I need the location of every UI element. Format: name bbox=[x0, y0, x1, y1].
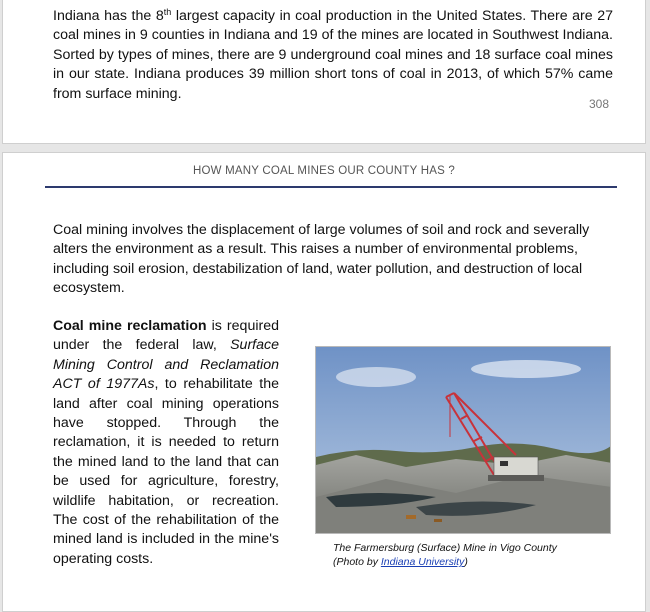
caption-prefix: (Photo by bbox=[333, 556, 381, 568]
indiana-university-link[interactable]: Indiana University bbox=[380, 556, 465, 568]
photo-caption bbox=[333, 541, 613, 569]
intro-paragraph: Coal mining involves the displacement of large volumes of soil and rock and severally alters the environment as a result. This raises a number of environmental problems, including soil erosion, destabilization of land, water pollution, and destruction of local ecosystem. bbox=[53, 222, 590, 297]
reclamation-term: Coal mine reclamation bbox=[53, 318, 207, 334]
reclamation-paragraph bbox=[53, 317, 279, 569]
caption-line-1: The Farmersburg (Surface) Mine in Vigo County bbox=[333, 542, 557, 554]
paragraph-text-start: Indiana has the 8 bbox=[53, 8, 164, 24]
caption-suffix: ) bbox=[464, 556, 468, 568]
act-title: Surface Mining Control and Reclamation ACT of 1977As bbox=[53, 337, 279, 393]
document-page-top bbox=[2, 0, 646, 144]
document-page-bottom bbox=[2, 152, 646, 612]
mine-photo bbox=[315, 346, 611, 534]
title-divider bbox=[45, 186, 617, 188]
page-number: 308 bbox=[588, 97, 609, 111]
paragraph-text-rest: largest capacity in coal production in the United States. There are 27 coal mines in 9 counties in Indiana and 19 of the mines are located in Southwest Indiana. Sorted by types of mines, there are 9 underground coal mines and 18 surface coal mines in our state. Indiana produces 39 million short tons of coal in 2013, of which 57% came from surface mining. bbox=[53, 8, 613, 102]
section-title: HOW MANY COAL MINES OUR COUNTY HAS ? bbox=[193, 165, 455, 177]
ordinal-superscript: th bbox=[163, 7, 172, 17]
coal-capacity-paragraph bbox=[53, 7, 613, 104]
mine-photo-image bbox=[316, 347, 611, 534]
reclamation-text-1: is required under the federal law, bbox=[53, 318, 279, 354]
caption-line-2 bbox=[333, 555, 613, 569]
reclamation-text-2: , to rehabilitate the land after coal mining operations have stopped. Through the reclamation, it is needed to return the mined land to the land that can be used for agriculture, forestry, wildlife habitation, or recreation. The cost of the rehabilitation of the mined land is included in the mine's operating costs. bbox=[53, 376, 279, 567]
